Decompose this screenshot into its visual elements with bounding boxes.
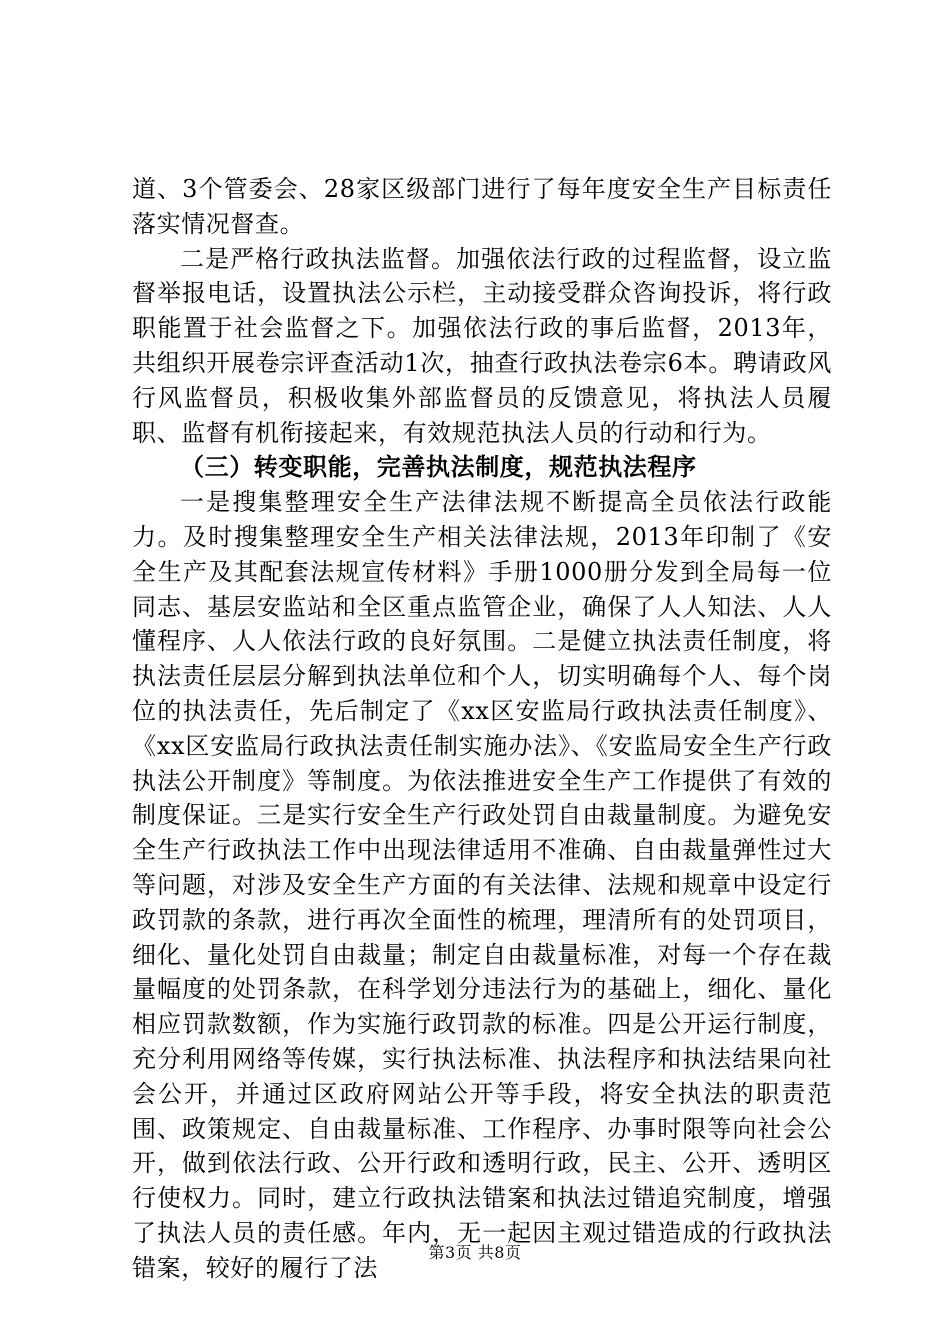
paragraph-supervision: 二是严格行政执法监督。加强依法行政的过程监督，设立监督举报电话，设置执法公示栏，主动接受群众咨询投诉，将行政职能置于社会监督之下。加强依法行政的事后监督，2013年，共组织开展卷宗评查活动1次，抽查行政执法卷宗6本。聘请政风行风监督员，积极收集外部监督员的反馈意见，将执法人员履职、监督有机衔接起来，有效规范执法人员的行动和行为。	[132, 244, 832, 447]
paragraph-continuation: 道、3个管委会、28家区级部门进行了每年度安全生产目标责任落实情况督查。	[132, 175, 832, 238]
section-heading: （三）转变职能，完善执法制度，规范执法程序	[180, 453, 697, 482]
document-body	[132, 172, 832, 1286]
paragraph-law-enforcement-system: 一是搜集整理安全生产法律法规不断提高全员依法行政能力。及时搜集整理安全生产相关法律法规，2013年印制了《安全生产及其配套法规宣传材料》手册1000册分发到全局每一位同志、基层安监站和全区重点监管企业，确保了人人知法、人人懂程序、人人依法行政的良好氛围。二是健立执法责任制度，将执法责任层层分解到执法单位和个人，切实明确每个人、每个岗位的执法责任，先后制定了《xx区安监局行政执法责任制度》、《xx区安监局行政执法责任制实施办法》、《安监局安全生产行政执法公开制度》等制度。为依法推进安全生产工作提供了有效的制度保证。三是实行安全生产行政处罚自由裁量制度。为避免安全生产行政执法工作中出现法律适用不准确、自由裁量弹性过大等问题，对涉及安全生产方面的有关法律、法规和规章中设定行政罚款的条款，进行再次全面性的梳理，理清所有的处罚项目，细化、量化处罚自由裁量；制定自由裁量标准，对每一个存在裁量幅度的处罚条款，在科学划分违法行为的基础上，细化、量化相应罚款数额，作为实施行政罚款的标准。四是公开运行制度，充分利用网络等传媒，实行执法标准、执法程序和执法结果向社会公开，并通过区政府网站公开等手段，将安全执法的职责范围、政策规定、自由裁量标准、工作程序、办事时限等向社会公开，做到依法行政、公开行政和透明行政，民主、公开、透明区行使权力。同时，建立行政执法错案和执法过错追究制度，增强了执法人员的责任感。年内，无一起因主观过错造成的行政执法错案，较好的履行了法	[132, 488, 832, 1282]
page-footer: 第3页 共8页	[428, 1243, 522, 1262]
